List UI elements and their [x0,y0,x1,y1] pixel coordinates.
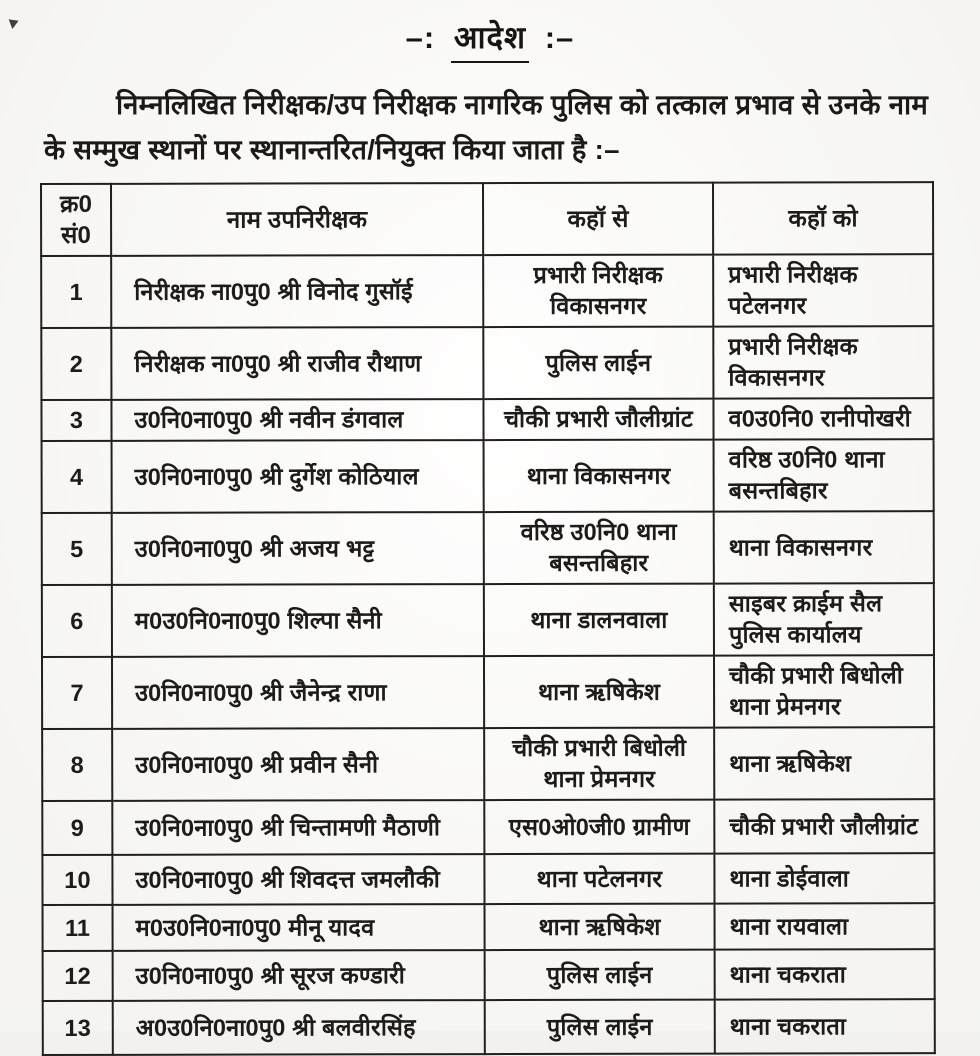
cell-to: प्रभारी निरीक्षक विकासनगर [713,326,933,398]
cell-from: वरिष्ठ उ0नि0 थाना बसन्तबिहार [484,512,714,584]
cell-from: एस0ओ0जी0 ग्रामीण [484,800,714,854]
cell-to: प्रभारी निरीक्षक पटेलनगर [713,254,933,326]
cell-to: साइबर क्राईम सैल पुलिस कार्यालय [714,583,934,655]
cell-serial: 7 [42,657,112,729]
header-serial [41,184,111,256]
cell-name: उ0नि0ना0पु0 श्री दुर्गेश कोठियाल [112,440,484,513]
table-row [42,655,934,729]
cell-from: चौकी प्रभारी जौलीग्रांट [483,399,713,440]
cell-serial: 5 [42,513,112,585]
cell-serial: 6 [42,585,112,657]
page-title [0,16,980,63]
cell-name: उ0नि0ना0पु0 श्री प्रवीन सैनी [112,728,484,801]
title-text: आदेश [451,16,529,63]
cell-name: निरीक्षक ना0पु0 श्री विनोद गुसॉई [111,255,483,328]
cell-from: पुलिस लाईन [485,950,715,1000]
table-row [42,511,934,585]
cell-from: थाना ऋषिकेश [485,904,715,950]
cell-name: निरीक्षक ना0पु0 श्री राजीव रौथाण [111,327,483,400]
cell-serial: 10 [42,855,112,905]
cell-to: थाना चकराता [715,949,935,999]
cell-name: उ0नि0ना0पु0 श्री शिवदत्त जमलौकी [112,854,484,905]
cell-to: थाना डोईवाला [714,853,934,903]
header-name: नाम उपनिरीक्षक [111,183,483,256]
cell-serial: 3 [41,400,111,441]
title-suffix: :– [544,20,575,55]
order-table-body [41,254,935,1055]
table-row [43,949,935,1001]
table-row [42,439,934,513]
cell-serial: 11 [43,905,113,951]
cell-to: थाना ऋषिकेश [714,727,934,799]
cell-to: थाना चकराता [715,999,935,1053]
cell-to: थाना रायवाला [715,903,935,949]
cell-name: अ0उ0नि0ना0पु0 श्री बलवीरसिंह [113,1000,485,1055]
cell-name: उ0नि0ना0पु0 श्री जैनेन्द्र राणा [112,656,484,729]
table-row [42,799,934,855]
header-row [41,182,933,256]
intro-paragraph: निम्नलिखित निरीक्षक/उप निरीक्षक नागरिक पुलिस को तत्काल प्रभाव से उनके नाम के सम्मुख स्थानों पर स्थानान्तरित/नियुक्त किया जाता है :– [44,89,929,165]
cell-from: चौकी प्रभारी बिधोली थाना प्रेमनगर [484,728,714,800]
cell-from: पुलिस लाईन [485,1000,715,1054]
cell-from: थाना विकासनगर [484,440,714,512]
table-row [42,727,934,801]
title-prefix: –: [405,20,436,55]
table-row [41,398,933,441]
cell-serial: 2 [41,328,111,400]
cell-name: म0उ0नि0ना0पु0 मीनू यादव [113,904,485,951]
cell-serial: 8 [42,729,112,801]
table-header [41,182,933,256]
cell-from: पुलिस लाईन [483,327,713,399]
cell-from: थाना डालनवाला [484,584,714,656]
table-row [42,853,934,905]
table-row [41,326,933,400]
header-from: कहॉ से [483,183,713,255]
cell-serial: 9 [42,801,112,855]
cell-name: उ0नि0ना0पु0 श्री सूरज कण्डारी [113,950,485,1001]
cell-to: व0उ0नि0 रानीपोखरी [713,398,933,439]
header-serial-line1: क्र0 [59,190,93,218]
cell-to: थाना विकासनगर [714,511,934,583]
cell-serial: 13 [43,1001,113,1055]
cell-serial: 12 [43,951,113,1001]
cell-to: वरिष्ठ उ0नि0 थाना बसन्तबिहार [714,439,934,511]
cell-name: उ0नि0ना0पु0 श्री नवीन डंगवाल [111,399,483,441]
header-to: कहॉ को [713,182,933,254]
cell-serial: 4 [42,441,112,513]
table-row [41,254,933,328]
cell-from: प्रभारी निरीक्षक विकासनगर [483,255,713,327]
cell-from: थाना ऋषिकेश [484,656,714,728]
header-serial-line2: सं0 [61,221,92,249]
cell-to: चौकी प्रभारी जौलीग्रांट [714,799,934,853]
cell-from: थाना पटेलनगर [484,854,714,904]
transfer-order-table [40,181,936,1056]
cell-name: उ0नि0ना0पु0 श्री अजय भट्ट [112,512,484,585]
cell-name: म0उ0नि0ना0पु0 शिल्पा सैनी [112,584,484,657]
table-row [43,903,935,951]
table-row [42,583,934,657]
table-row [43,999,935,1055]
cell-to: चौकी प्रभारी बिधोली थाना प्रेमनगर [714,655,934,727]
cell-name: उ0नि0ना0पु0 श्री चिन्तामणी मैठाणी [112,800,484,855]
cell-serial: 1 [41,256,111,328]
